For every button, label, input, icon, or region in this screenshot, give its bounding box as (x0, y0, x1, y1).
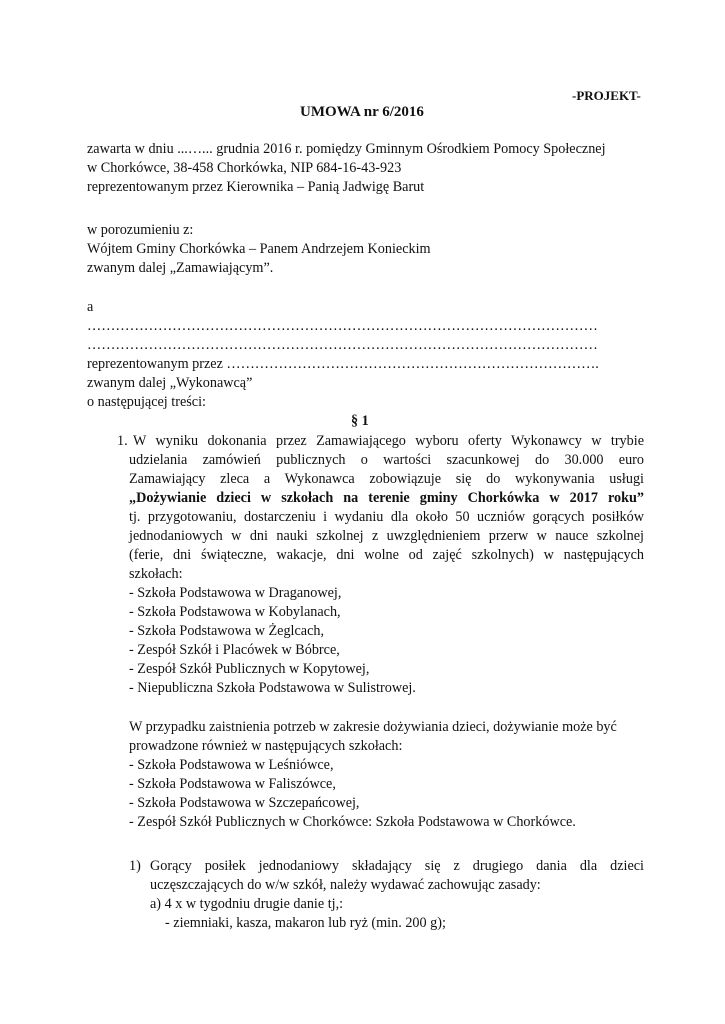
wojt-line: Wójtem Gminy Chorkówka – Panem Andrzejem Konieckim (87, 241, 431, 257)
paragraph-line: W wyniku dokonania przez Zamawiającego wyboru oferty Wykonawcy w trybie (133, 433, 644, 449)
zamawiajacy-line: zwanym dalej „Zamawiającym”. (87, 260, 274, 276)
school-list-item: - Zespół Szkół Publicznych w Kopytowej, (129, 661, 370, 677)
item-number: 1. (117, 433, 128, 449)
contract-title: UMOWA nr 6/2016 (300, 104, 424, 120)
reprezentowanym-line: reprezentowanym przez ……………………………………………………………………. (87, 356, 599, 372)
zawarta-line-2: w Chorkówce, 38-458 Chorkówka, NIP 684-16-43-923 (87, 160, 402, 176)
subitem-line: Gorący posiłek jednodaniowy składający się z drugiego dania dla dzieci (150, 858, 644, 874)
school-list-item: - Szkoła Podstawowa w Kobylanach, (129, 604, 341, 620)
zawarta-line-1: zawarta w dniu ...…... grudnia 2016 r. pomiędzy Gminnym Ośrodkiem Pomocy Społecznej (87, 141, 606, 157)
school-list-item: - Szkoła Podstawowa w Faliszówce, (129, 776, 336, 792)
service-name: „Dożywianie dzieci w szkołach na terenie gminy Chorkówka w 2017 roku” (129, 490, 644, 506)
paragraph-line: tj. przygotowaniu, dostarczeniu i wydaniu dla około 50 uczniów gorących posiłków (129, 509, 644, 525)
school-list-item: - Szkoła Podstawowa w Leśniówce, (129, 757, 334, 773)
a-label: a (87, 299, 94, 315)
o-nastepujacej-line: o następującej treści: (87, 394, 206, 410)
dots-line-2: ……………………………………………………………………………………………… (87, 337, 598, 353)
school-list-item: - Zespół Szkół Publicznych w Chorkówce: Szkoła Podstawowa w Chorkówce. (129, 814, 576, 830)
paragraph-line: szkołach: (129, 566, 183, 582)
wykonawca-line: zwanym dalej „Wykonawcą” (87, 375, 253, 391)
dots-line-1: ……………………………………………………………………………………………… (87, 318, 598, 334)
school-list-item: - Szkoła Podstawowa w Draganowej, (129, 585, 342, 601)
zawarta-line-3: reprezentowanym przez Kierownika – Panią Jadwigę Barut (87, 179, 425, 195)
school-list-item: - Zespół Szkół i Placówek w Bóbrce, (129, 642, 340, 658)
porozumienie-label: w porozumieniu z: (87, 222, 194, 238)
paragraph-line: Zamawiający zleca a Wykonawca zobowiązuje się do wykonywania usługi (129, 471, 644, 487)
paragraph-line: udzielania zamówień publicznych o wartości szacunkowej do 30.000 euro (129, 452, 644, 468)
school-list-item: - Szkoła Podstawowa w Żeglcach, (129, 623, 325, 639)
subitem-line: uczęszczających do w/w szkół, należy wydawać zachowując zasady: (150, 877, 541, 893)
paragraph-line: (ferie, dni świąteczne, wakacje, dni wolne od zajęć szkolnych) w następujących (129, 547, 644, 563)
subitem-a-item: - ziemniaki, kasza, makaron lub ryż (min. 200 g); (165, 915, 446, 931)
projekt-label: -PROJEKT- (572, 88, 641, 103)
paragraph-line: jednodaniowych w dni nauki szkolnej z uwzględnieniem przerw w nauce szkolnej (129, 528, 644, 544)
school-list-item: - Niepubliczna Szkoła Podstawowa w Sulistrowej. (129, 680, 416, 696)
section-heading: § 1 (351, 413, 369, 429)
paragraph-line: W przypadku zaistnienia potrzeb w zakresie dożywiania dzieci, dożywianie może być (129, 719, 617, 735)
subitem-number: 1) (129, 858, 141, 874)
subitem-a: a) 4 x w tygodniu drugie danie tj,: (150, 896, 344, 912)
school-list-item: - Szkoła Podstawowa w Szczepańcowej, (129, 795, 360, 811)
paragraph-line: prowadzone również w następujących szkołach: (129, 738, 403, 754)
